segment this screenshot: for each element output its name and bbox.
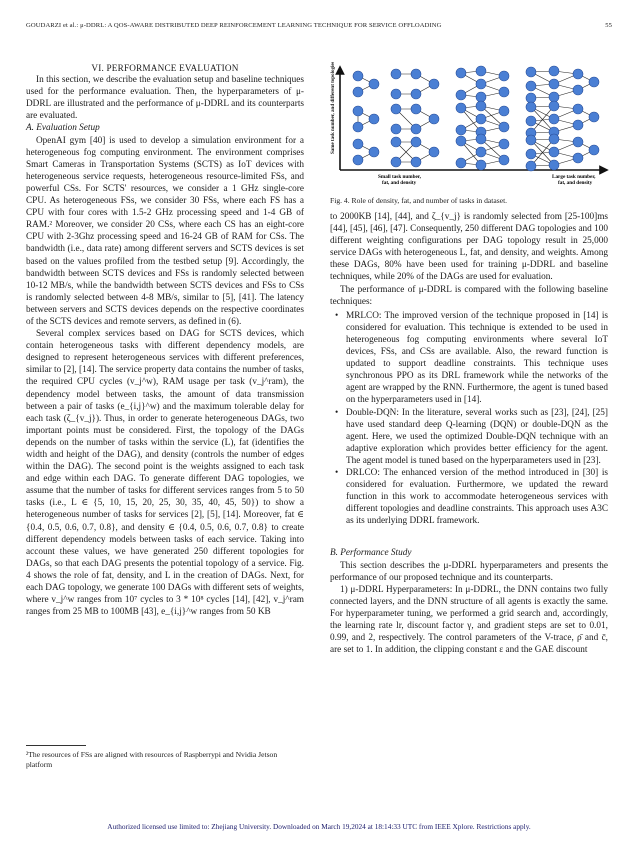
dag-node [411,157,421,167]
dag-node [476,79,486,89]
dag-node [353,139,363,149]
dag-node [391,124,401,134]
dag-node [499,106,509,116]
dag-node [549,92,559,102]
x-axis-left-label [378,174,422,186]
running-header [26,22,612,29]
dag-node [411,124,421,134]
dag-node [353,106,363,116]
baseline-intro: The performance of μ-DDRL is compared with the following baseline techniques: [330,284,608,307]
dag-node [549,66,559,76]
dag-node [456,90,466,100]
dag-node [456,125,466,135]
dag-node [411,69,421,79]
dag-node [499,71,509,81]
dag-node [573,120,583,130]
dag-node [526,149,536,159]
section-title: VI. PERFORMANCE EVALUATION [91,63,239,73]
dag-node [369,147,379,157]
dag-node [411,137,421,147]
dag-node [476,92,486,102]
dag-node [476,101,486,111]
dag-node [391,137,401,147]
setup-paragraph-1: OpenAI gym [40] is used to develop a simulation environment for a heterogeneous fog computing environment. The environment comprises Smart Cameras in Transportation Systems (SCTS) as IoT devices with heterogeneous service requests, heterogeneous resource-limited FSs, and powerful CSs. For SCTS' resources, we consider a 1 GHz single-core CPU. As heterogeneous FSs, we consider 30 FSs, where each FS has a CPU with four cores with 1.5-2 GHz processing speed and 1-4 GB of RAM.² Moreover, we consider 20 CSs, where each CS has an eight-core CPU with 2-3Ghz processing speed and 16-24 GB of RAM for CSs. The bandwidth (i.e., data rate) among different servers and SCTS devices is set based on the values profiled from the testbed setup [9]. Accordingly, the bandwidth between SCTS devices and FSs is randomly selected between 10-12 MB/s, while the bandwidth between SCTS devices and FSs to CSs is randomly selected between 4-8 MB/s, similar to [5], [41]. The latency between servers and SCTS devices depends on the respective coordinates of the SCTS devices and remote servers, as defined in (6). [26,135,304,327]
dag-node [429,114,439,124]
dag-node [411,104,421,114]
dag-figure [326,62,612,190]
dag-node [456,103,466,113]
subsection-a-title: A. Evaluation Setup [26,123,100,134]
dag-node [476,66,486,76]
dag-node [391,89,401,99]
dag-node [369,79,379,89]
page-number: 55 [605,22,612,29]
license-footer: Authorized licensed use limited to: Zhejiang University. Downloaded on March 19,2024 at 18:14:33 UTC from IEEE Xplore. Restrictions apply. [107,822,531,831]
dag-node [549,114,559,124]
dag-node [353,71,363,81]
dag-node [391,104,401,114]
subsection-b-title: B. Performance Study [330,548,412,559]
dag-node [369,114,379,124]
dag-node [573,69,583,79]
dag-node [526,81,536,91]
performance-paragraph: This section describes the μ-DDRL hyperparameters and presents the performance of our proposed technique and its counterparts. [330,560,608,583]
dag-node [526,116,536,126]
dag-node [573,153,583,163]
dag-node [429,147,439,157]
x-axis-left-line-1: Small task number, [378,174,421,180]
baseline-drlco: • DRLCO: The enhanced version of the method introduced in [30] is considered for evaluation. Furthermore, we updated the reward function in this work to accommodate heterogeneous services with different topologies and deadline constraints. This approach uses A3C as its underlying DDRL framework. [346,467,608,527]
dag-node [391,69,401,79]
left-column [26,62,304,618]
dag-node [499,122,509,132]
dag-node [456,68,466,78]
intro-paragraph: In this section, we describe the evaluation setup and baseline techniques used for the performance evaluation. Then, the hyperparameters of μ-DDRL are illustrated and the performance of μ-DDRL and its counterparts are evaluated. [26,75,304,122]
dag-node [353,87,363,97]
dag-node [476,134,486,144]
baseline-double-dqn: • Double-DQN: In the literature, several works such as [23], [24], [25] have used standard deep Q-learning (DQN) or double-DQN as the agent. Here, we used the optimized Double-DQN technique with an adaptive exploration which provides better efficiency for the agent. The agent model is tuned based on the hyperparameters used in [23]. [346,407,608,467]
dag-node [549,147,559,157]
dag-node [549,101,559,111]
x-axis-right-line-1: Large task number, [552,174,596,180]
dag-node [573,85,583,95]
dag-node [526,93,536,103]
dag-node [589,112,599,122]
dag-node [456,136,466,146]
hyperparameters-paragraph: 1) μ-DDRL Hyperparameters: In μ-DDRL, the DNN contains two fully connected layers, and the DNN structure of all agents is exactly the same. For hyperparameter tuning, we performed a grid search and, accordingly, the learning rate lr, discount factor γ, and gradient steps are set to 0.01, 0.99, and 2, respectively. The control parameters of the V-trace, ρ̄ and c̄, are set to 1. In addition, the clipping constant ε and the GAE discount [330,584,608,656]
dag-node [526,161,536,171]
dag-node [549,79,559,89]
dag-node [411,89,421,99]
x-axis-left-line-2: fat, and density [382,180,417,186]
dag-node [549,134,559,144]
dag-node [476,114,486,124]
figure-4 [326,62,612,190]
dag-node [526,102,536,112]
x-axis-right-line-2: fat, and density [558,180,593,186]
dag-node [353,155,363,165]
dag-node [499,139,509,149]
dag-node [573,104,583,114]
dag-node [573,137,583,147]
header-title: GOUDARZI et al.: μ-DDRL: A QOS-AWARE DISTRIBUTED DEEP REINFORCEMENT LEARNING TECHNIQUE FOR SERVICE OFFLOADING [26,22,442,29]
dag-node [589,77,599,87]
dag-node [526,67,536,77]
dag-node [429,79,439,89]
dag-graphs [353,66,599,171]
footnote-rule [26,745,86,746]
dag-node [476,160,486,170]
right-column [330,211,608,656]
dag-node [526,135,536,145]
continued-paragraph: to 2000KB [14], [44], and ζ_{v_j} is randomly selected from [25-100]ms [44], [45], [46], [47]. Consequently, 250 different DAG topologies and 100 different weighting configurations per DAG topology result in 25,000 service DAGs with heterogeneous L, fat, and density, and weights. Among these DAGs, 80% have been used for training μ-DDRL and baseline techniques, while 20% of the DAGs are used for evaluation. [330,212,608,283]
figure-y-axis-label: Same task number, and different topologies [331,62,336,154]
dag-node [456,158,466,168]
baseline-list [330,310,608,528]
x-axis-right-label [552,174,597,186]
dag-node [499,87,509,97]
dag-node [353,122,363,132]
dag-node [391,157,401,167]
dag-node [589,145,599,155]
dag-node [549,160,559,170]
setup-paragraph-2: Several complex services based on DAG for SCTS devices, which contain heterogeneous tasks with different dependency models, are designed to represent heterogeneous services with different preferences, similar to [2], [14]. The service property data contains the number of tasks, the required CPU cycles (v_j^w), RAM usage per task (v_j^ram), the dependency model between tasks, the amount of data transmission between a pair of tasks (e_{i,j}^w) and the maximum tolerable delay for each task (ζ_{v_j}). Thus, in order to generate heterogeneous DAGs, two important points must be considered. First, the topology of the DAGs depends on the number of tasks within the service (L), fat (identifies the width and height of the DAG), and density (controls the number of edges within the DAG). The second point is the weights assigned to each task and edge within each DAG. To generate different DAG topologies, we assume that the number of tasks for different services ranges from 5 to 50 tasks (i.e., L ∈ {5, 10, 15, 20, 25, 30, 35, 40, 45, 50}) to show a heterogeneous number of tasks for services [2], [5], [14]. Moreover, fat ∈ {0.4, 0.5, 0.6, 0.7, 0.8}, and density ∈ {0.4, 0.5, 0.6, 0.7, 0.8} to create different dependency models between tasks of each service. Taking into account these values, we have generated 250 different topologies for DAGs, so that each DAG presents the potential topology of a service. Fig. 4 shows the role of fat, density, and L in the creation of DAGs. Next, for each DAG topology, we generate 100 DAGs with different sets of weights, where v_j^w ranges from 10⁷ cycles to 3 * 10⁸ cycles [14], [42], v_j^ram ranges from 25 MB to 100MB [43], e_{i,j}^w ranges from 50 KB [26,329,304,618]
figure-caption: Fig. 4. Role of density, fat, and number of tasks in dataset. [330,196,508,205]
dag-node [499,155,509,165]
baseline-mrlco: • MRLCO: The improved version of the technique proposed in [14] is considered for evaluation. This technique is extended to be used in heterogeneous fog computing environments where several IoT devices, FSs, and CSs are available. Also, the reward function is updated to support deadline constraints. This technique uses synchronous PPO as its DRL framework while the networks of the agent are wrapped by the RNN. Furthermore, the agent is tuned based on the hyperparameters used in [14]. [346,310,608,407]
footnote: ²The resources of FSs are aligned with resources of Raspberrypi and Nvidia Jetson platform [26,750,278,769]
dag-node [476,147,486,157]
